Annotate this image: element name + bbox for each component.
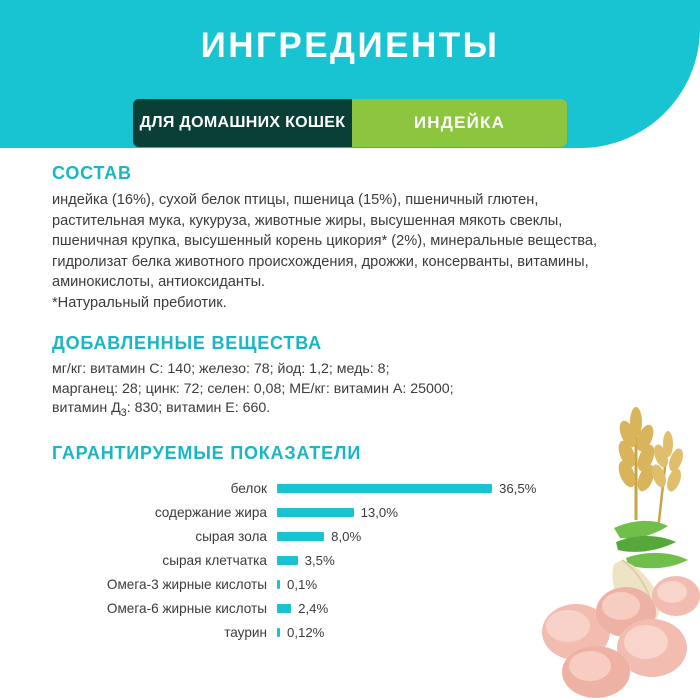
analysis-row-label: Омега-6 жирные кислоты <box>106 600 267 616</box>
pill-segment-flavor: ИНДЕЙКА <box>352 99 567 147</box>
analysis-row-value: 2,4% <box>298 600 329 616</box>
analysis-row <box>52 572 612 596</box>
analysis-row <box>52 476 612 500</box>
analysis-row-bar-wrap <box>277 625 612 640</box>
analysis-row-value: 3,5% <box>304 552 335 568</box>
analysis-row-bar <box>277 580 280 589</box>
analysis-row-bar-wrap <box>277 577 612 592</box>
analysis-row <box>52 596 612 620</box>
composition-text: индейка (16%), сухой белок птицы, пшеница (15%), пшеничный глютен, растительная мука, кукуруза, животные жиры, высушенная мякоть свеклы, пшеничная крупка, высушенный корень цикория* (2%), минеральные вещества, гидролизат белка животного происхождения, дрожжи, консерванты, витамины, аминокислоты, антиоксиданты. <box>52 192 598 290</box>
analysis-row-value: 0,12% <box>287 624 325 640</box>
additives-line-3-subscript: 3 <box>120 406 127 419</box>
analysis-heading: ГАРАНТИРУЕМЫЕ ПОКАЗАТЕЛИ <box>52 443 362 464</box>
analysis-row-bar-wrap <box>277 553 612 568</box>
additives-line-3-suffix: : 830; витамин E: 660. <box>126 400 271 416</box>
analysis-row-bar <box>277 628 280 637</box>
analysis-row-bar-wrap <box>277 481 612 496</box>
analysis-row-label: белок <box>230 480 267 496</box>
analysis-row-bar-wrap <box>277 505 612 520</box>
additives-line-3-prefix: витамин Д <box>52 400 121 416</box>
composition-heading: СОСТАВ <box>52 163 132 183</box>
pill-segment-audience: ДЛЯ ДОМАШНИХ КОШЕК <box>133 99 352 147</box>
analysis-row-bar-wrap <box>277 529 612 544</box>
analysis-bar-chart <box>52 476 612 644</box>
analysis-row <box>52 500 612 524</box>
analysis-row-value: 13,0% <box>360 504 398 520</box>
analysis-row-label: содержание жира <box>154 504 267 520</box>
product-pill <box>133 99 567 147</box>
analysis-row-bar <box>277 556 298 565</box>
analysis-row <box>52 524 612 548</box>
analysis-row-bar <box>277 604 291 613</box>
analysis-row <box>52 620 612 644</box>
analysis-row-label: Омега-3 жирные кислоты <box>106 576 267 592</box>
content-area <box>52 163 652 644</box>
additives-line-2: марганец: 28; цинк: 72; селен: 0,08; МЕ/кг: витамин A: 25000; <box>52 380 454 397</box>
analysis-row-value: 8,0% <box>331 528 362 544</box>
analysis-row-label: таурин <box>224 624 267 640</box>
analysis-row-label: сырая клетчатка <box>162 552 267 568</box>
analysis-row <box>52 548 612 572</box>
analysis-row-bar <box>277 532 324 541</box>
analysis-row-bar-wrap <box>277 601 612 616</box>
analysis-row-label: сырая зола <box>195 528 267 544</box>
composition-footnote: *Натуральный пребиотик. <box>52 294 227 311</box>
analysis-row-value: 0,1% <box>287 576 318 592</box>
additives-line-3 <box>52 399 612 423</box>
analysis-row-bar <box>277 508 354 517</box>
additives-heading: ДОБАВЛЕННЫЕ ВЕЩЕСТВА <box>52 333 322 353</box>
analysis-row-bar <box>277 484 492 493</box>
additives-line-1: мг/кг: витамин C: 140; железо: 78; йод: 1,2; медь: 8; <box>52 361 390 377</box>
analysis-row-value: 36,5% <box>499 480 537 496</box>
page-title: ИНГРЕДИЕНТЫ <box>200 26 500 65</box>
